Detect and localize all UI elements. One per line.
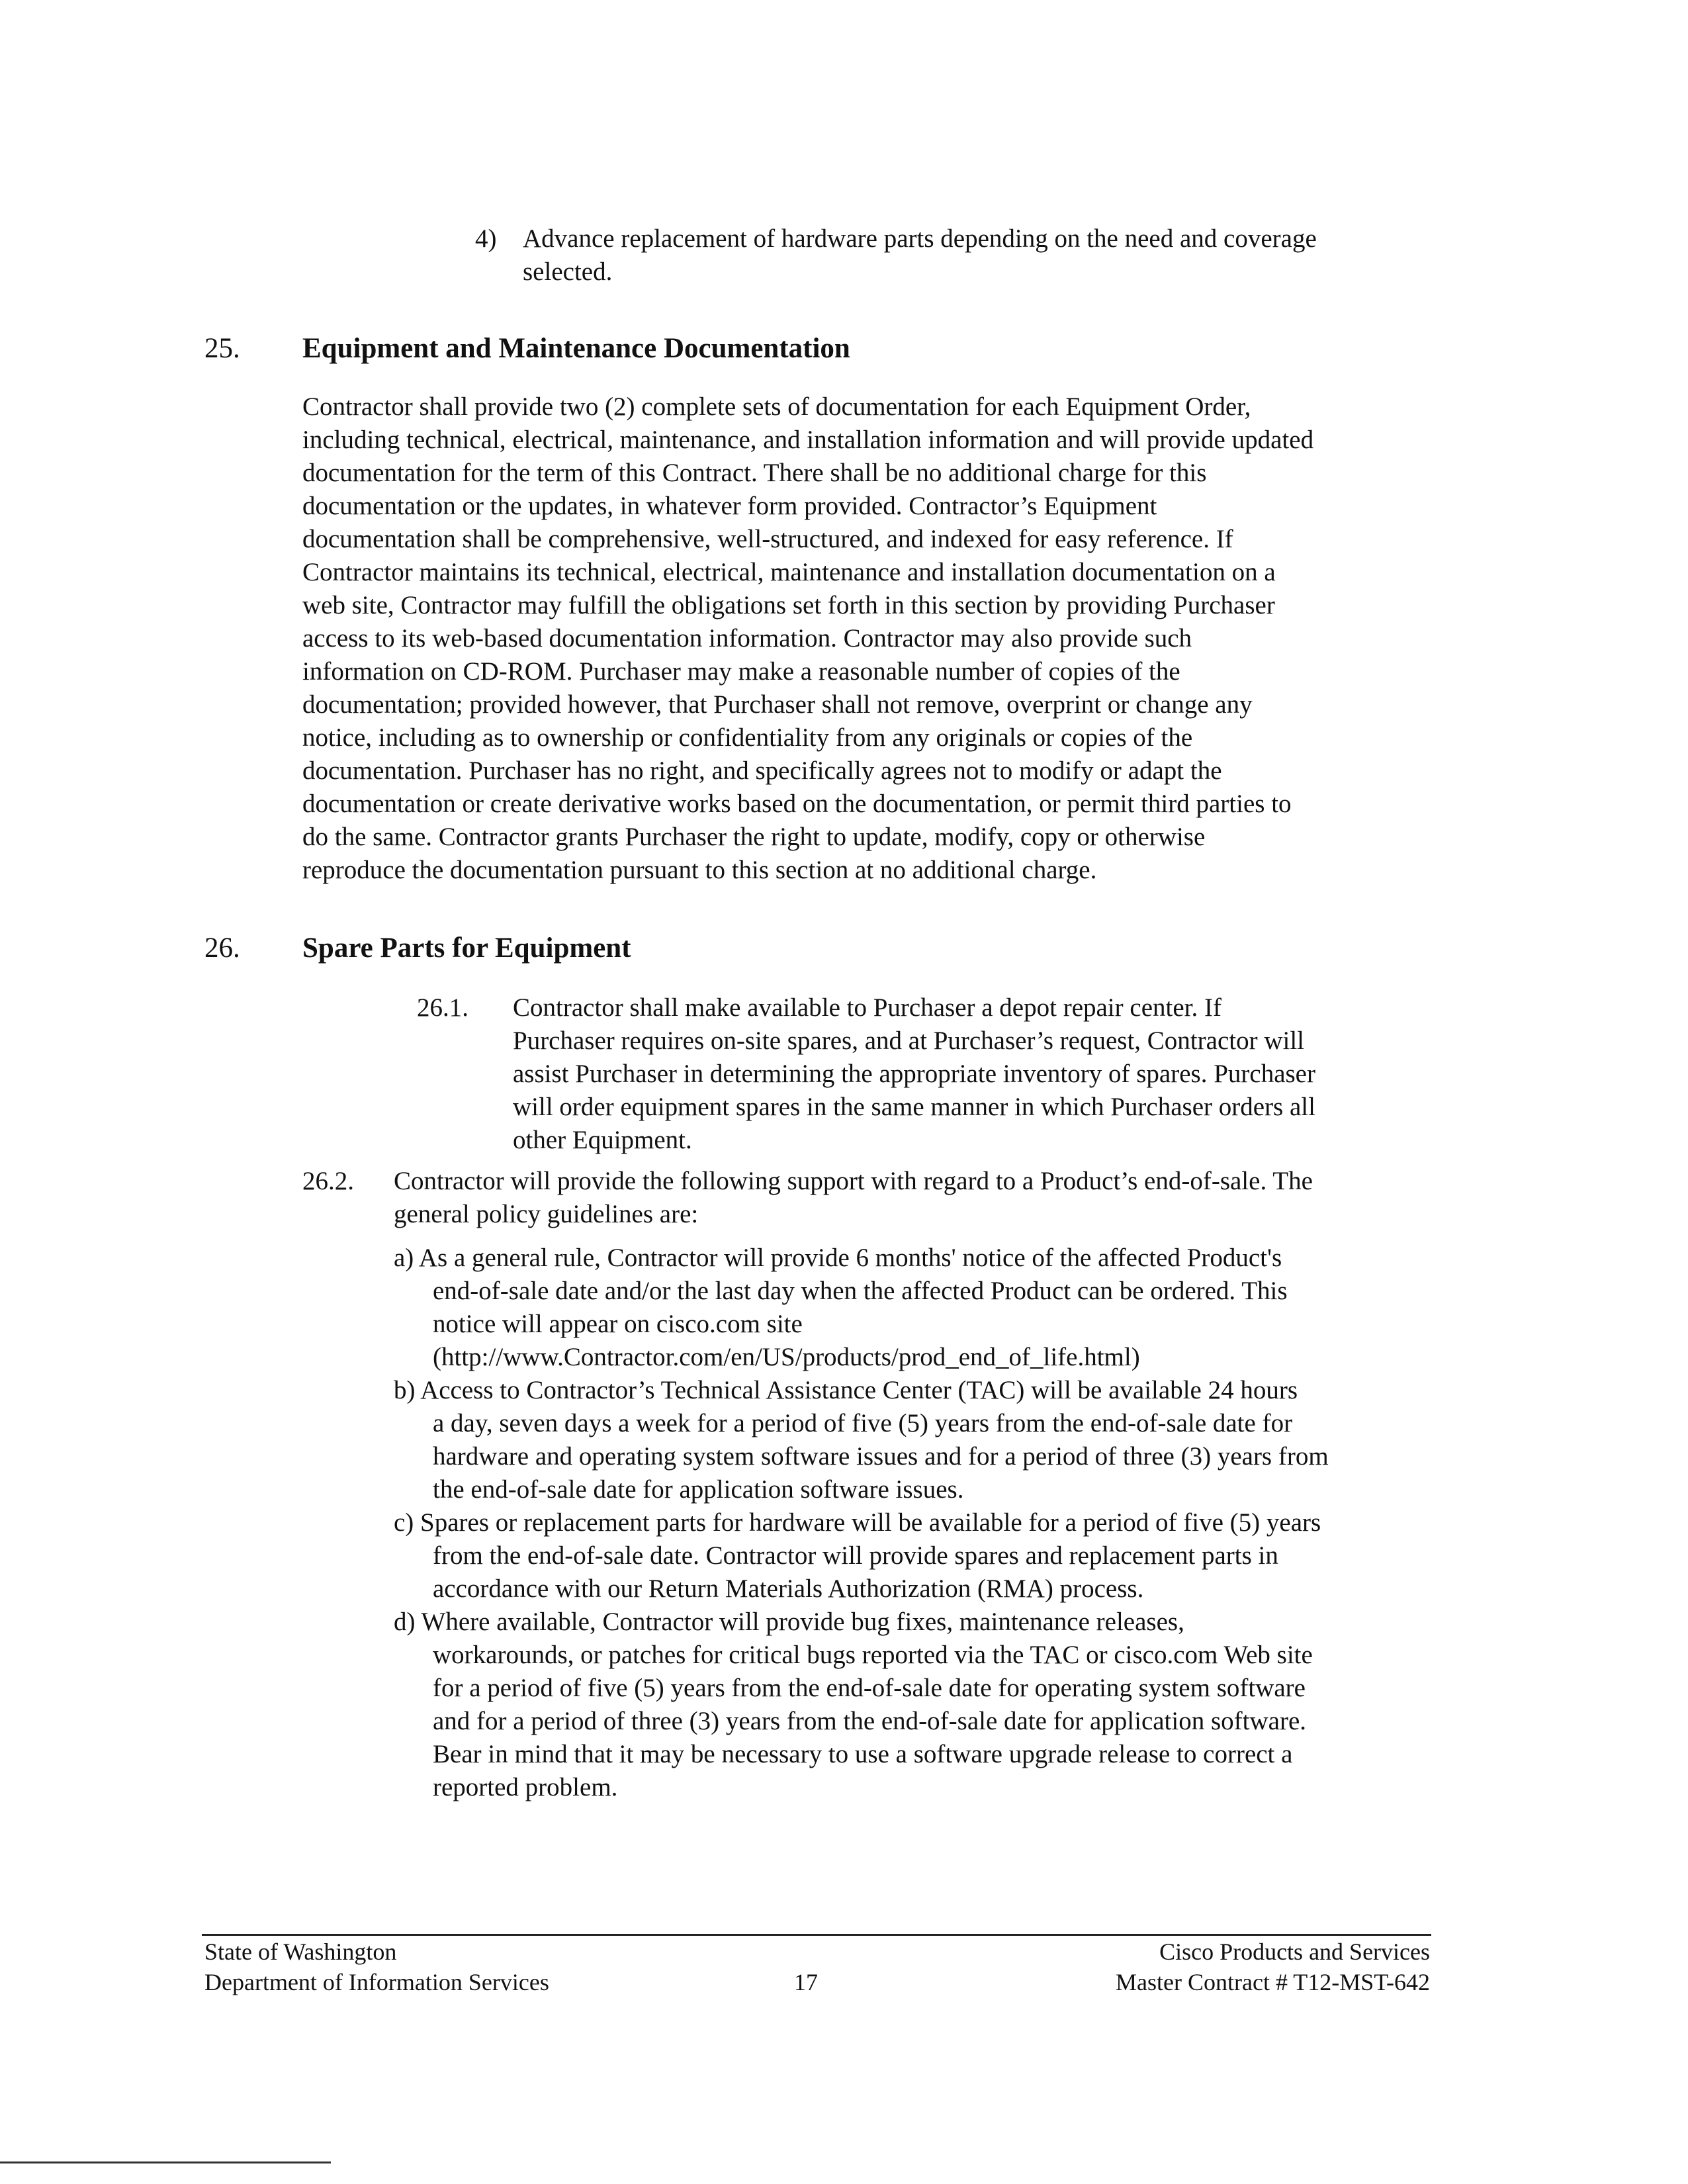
text-line: b) Access to Contractor’s Technical Assistance Center (TAC) will be available 24 hours: [394, 1376, 1298, 1404]
text-line: general policy guidelines are:: [394, 1200, 699, 1228]
section-25-paragraph: [302, 390, 1441, 887]
page-number: [794, 1967, 818, 1997]
text-line: accordance with our Return Materials Authorization (RMA) process.: [433, 1574, 1144, 1603]
text-line: assist Purchaser in determining the appropriate inventory of spares. Purchaser: [513, 1060, 1315, 1088]
section-title: Equipment and Maintenance Documentation: [302, 333, 850, 364]
footer-agency: State of Washington: [204, 1938, 397, 1965]
text-line: Bear in mind that it may be necessary to use a software upgrade release to correct a: [433, 1740, 1293, 1768]
text-line: Contractor will provide the following support with regard to a Product’s end-of-sale. The: [394, 1167, 1313, 1195]
section-number: 26.: [204, 933, 240, 964]
text-line: Contractor shall make available to Purchaser a depot repair center. If: [513, 993, 1222, 1022]
text-line: access to its web-based documentation information. Contractor may also provide such: [302, 624, 1192, 653]
text-line: reproduce the documentation pursuant to this section at no additional charge.: [302, 856, 1097, 884]
text-line: documentation. Purchaser has no right, and specifically agrees not to modify or adapt the: [302, 756, 1222, 785]
text-line: Contractor maintains its technical, electrical, maintenance and installation documentation on a: [302, 558, 1276, 586]
section-number: 25.: [204, 333, 240, 364]
text-line: documentation for the term of this Contract. There shall be no additional charge for this: [302, 459, 1207, 487]
text-line: for a period of five (5) years from the end-of-sale date for operating system software: [433, 1674, 1306, 1702]
text-line: Purchaser requires on-site spares, and at Purchaser’s request, Contractor will: [513, 1026, 1304, 1055]
scan-edge-line: [0, 2161, 331, 2163]
text-line: documentation; provided however, that Purchaser shall not remove, overprint or change any: [302, 690, 1253, 719]
section-title: Spare Parts for Equipment: [302, 933, 631, 964]
text-line: (http://www.Contractor.com/en/US/products/prod_end_of_life.html): [433, 1343, 1140, 1371]
text-line: will order equipment spares in the same manner in which Purchaser orders all: [513, 1093, 1315, 1121]
subsection-number: 26.2.: [302, 1167, 354, 1195]
text-line: Contractor shall provide two (2) complete sets of documentation for each Equipment Order,: [302, 392, 1251, 421]
text-line: notice will appear on cisco.com site: [433, 1310, 803, 1338]
end-of-sale-policy-list: [394, 1242, 1452, 1804]
footer-product: Cisco Products and Services: [1159, 1938, 1430, 1965]
text-line: documentation or the updates, in whatever form provided. Contractor’s Equipment: [302, 492, 1157, 520]
text-line: information on CD-ROM. Purchaser may make a reasonable number of copies of the: [302, 657, 1180, 686]
footer-divider: [202, 1934, 1431, 1936]
subsection-text: [394, 1165, 1313, 1231]
subsection-text: [513, 991, 1315, 1157]
text-line: end-of-sale date and/or the last day when the affected Product can be ordered. This: [433, 1277, 1288, 1305]
text-line: documentation shall be comprehensive, well-structured, and indexed for easy reference. If: [302, 525, 1233, 553]
text-line: do the same. Contractor grants Purchaser the right to update, modify, copy or otherwise: [302, 823, 1206, 851]
text-line: documentation or create derivative works based on the documentation, or permit third parties to: [302, 790, 1292, 818]
text-line: a) As a general rule, Contractor will provide 6 months' notice of the affected Product's: [394, 1244, 1282, 1272]
text-line: including technical, electrical, maintenance, and installation information and will provide updated: [302, 426, 1314, 454]
list-item-number: 4): [475, 224, 497, 253]
list-item-c: [394, 1506, 1452, 1606]
page-number-text: 17: [794, 1969, 818, 1995]
text-line: Advance replacement of hardware parts depending on the need and coverage: [523, 224, 1317, 253]
text-line: hardware and operating system software issues and for a period of three (3) years from: [433, 1442, 1329, 1471]
list-item-d: [394, 1606, 1452, 1804]
text-line: other Equipment.: [513, 1126, 692, 1154]
list-item-a: [394, 1242, 1452, 1374]
text-line: from the end-of-sale date. Contractor will provide spares and replacement parts in: [433, 1541, 1278, 1570]
text-line: notice, including as to ownership or confidentiality from any originals or copies of the: [302, 723, 1193, 752]
footer-right: [1116, 1936, 1430, 1997]
text-line: the end-of-sale date for application software issues.: [433, 1475, 964, 1504]
text-line: c) Spares or replacement parts for hardware will be available for a period of five (5) years: [394, 1508, 1321, 1537]
list-item-b: [394, 1374, 1452, 1506]
text-line: workarounds, or patches for critical bugs reported via the TAC or cisco.com Web site: [433, 1641, 1313, 1669]
text-line: and for a period of three (3) years from the end-of-sale date for application software.: [433, 1707, 1307, 1735]
text-line: d) Where available, Contractor will provide bug fixes, maintenance releases,: [394, 1608, 1184, 1636]
subsection-number: 26.1.: [417, 993, 468, 1022]
footer-left: [204, 1936, 549, 1997]
text-line: web site, Contractor may fulfill the obligations set forth in this section by providing Purchaser: [302, 591, 1275, 619]
footer-contract-number: Master Contract # T12-MST-642: [1116, 1969, 1430, 1995]
list-item-text: [523, 222, 1449, 289]
text-line: selected.: [523, 257, 613, 286]
footer-department: Department of Information Services: [204, 1969, 549, 1995]
text-line: a day, seven days a week for a period of five (5) years from the end-of-sale date for: [433, 1409, 1293, 1437]
text-line: reported problem.: [433, 1773, 618, 1801]
